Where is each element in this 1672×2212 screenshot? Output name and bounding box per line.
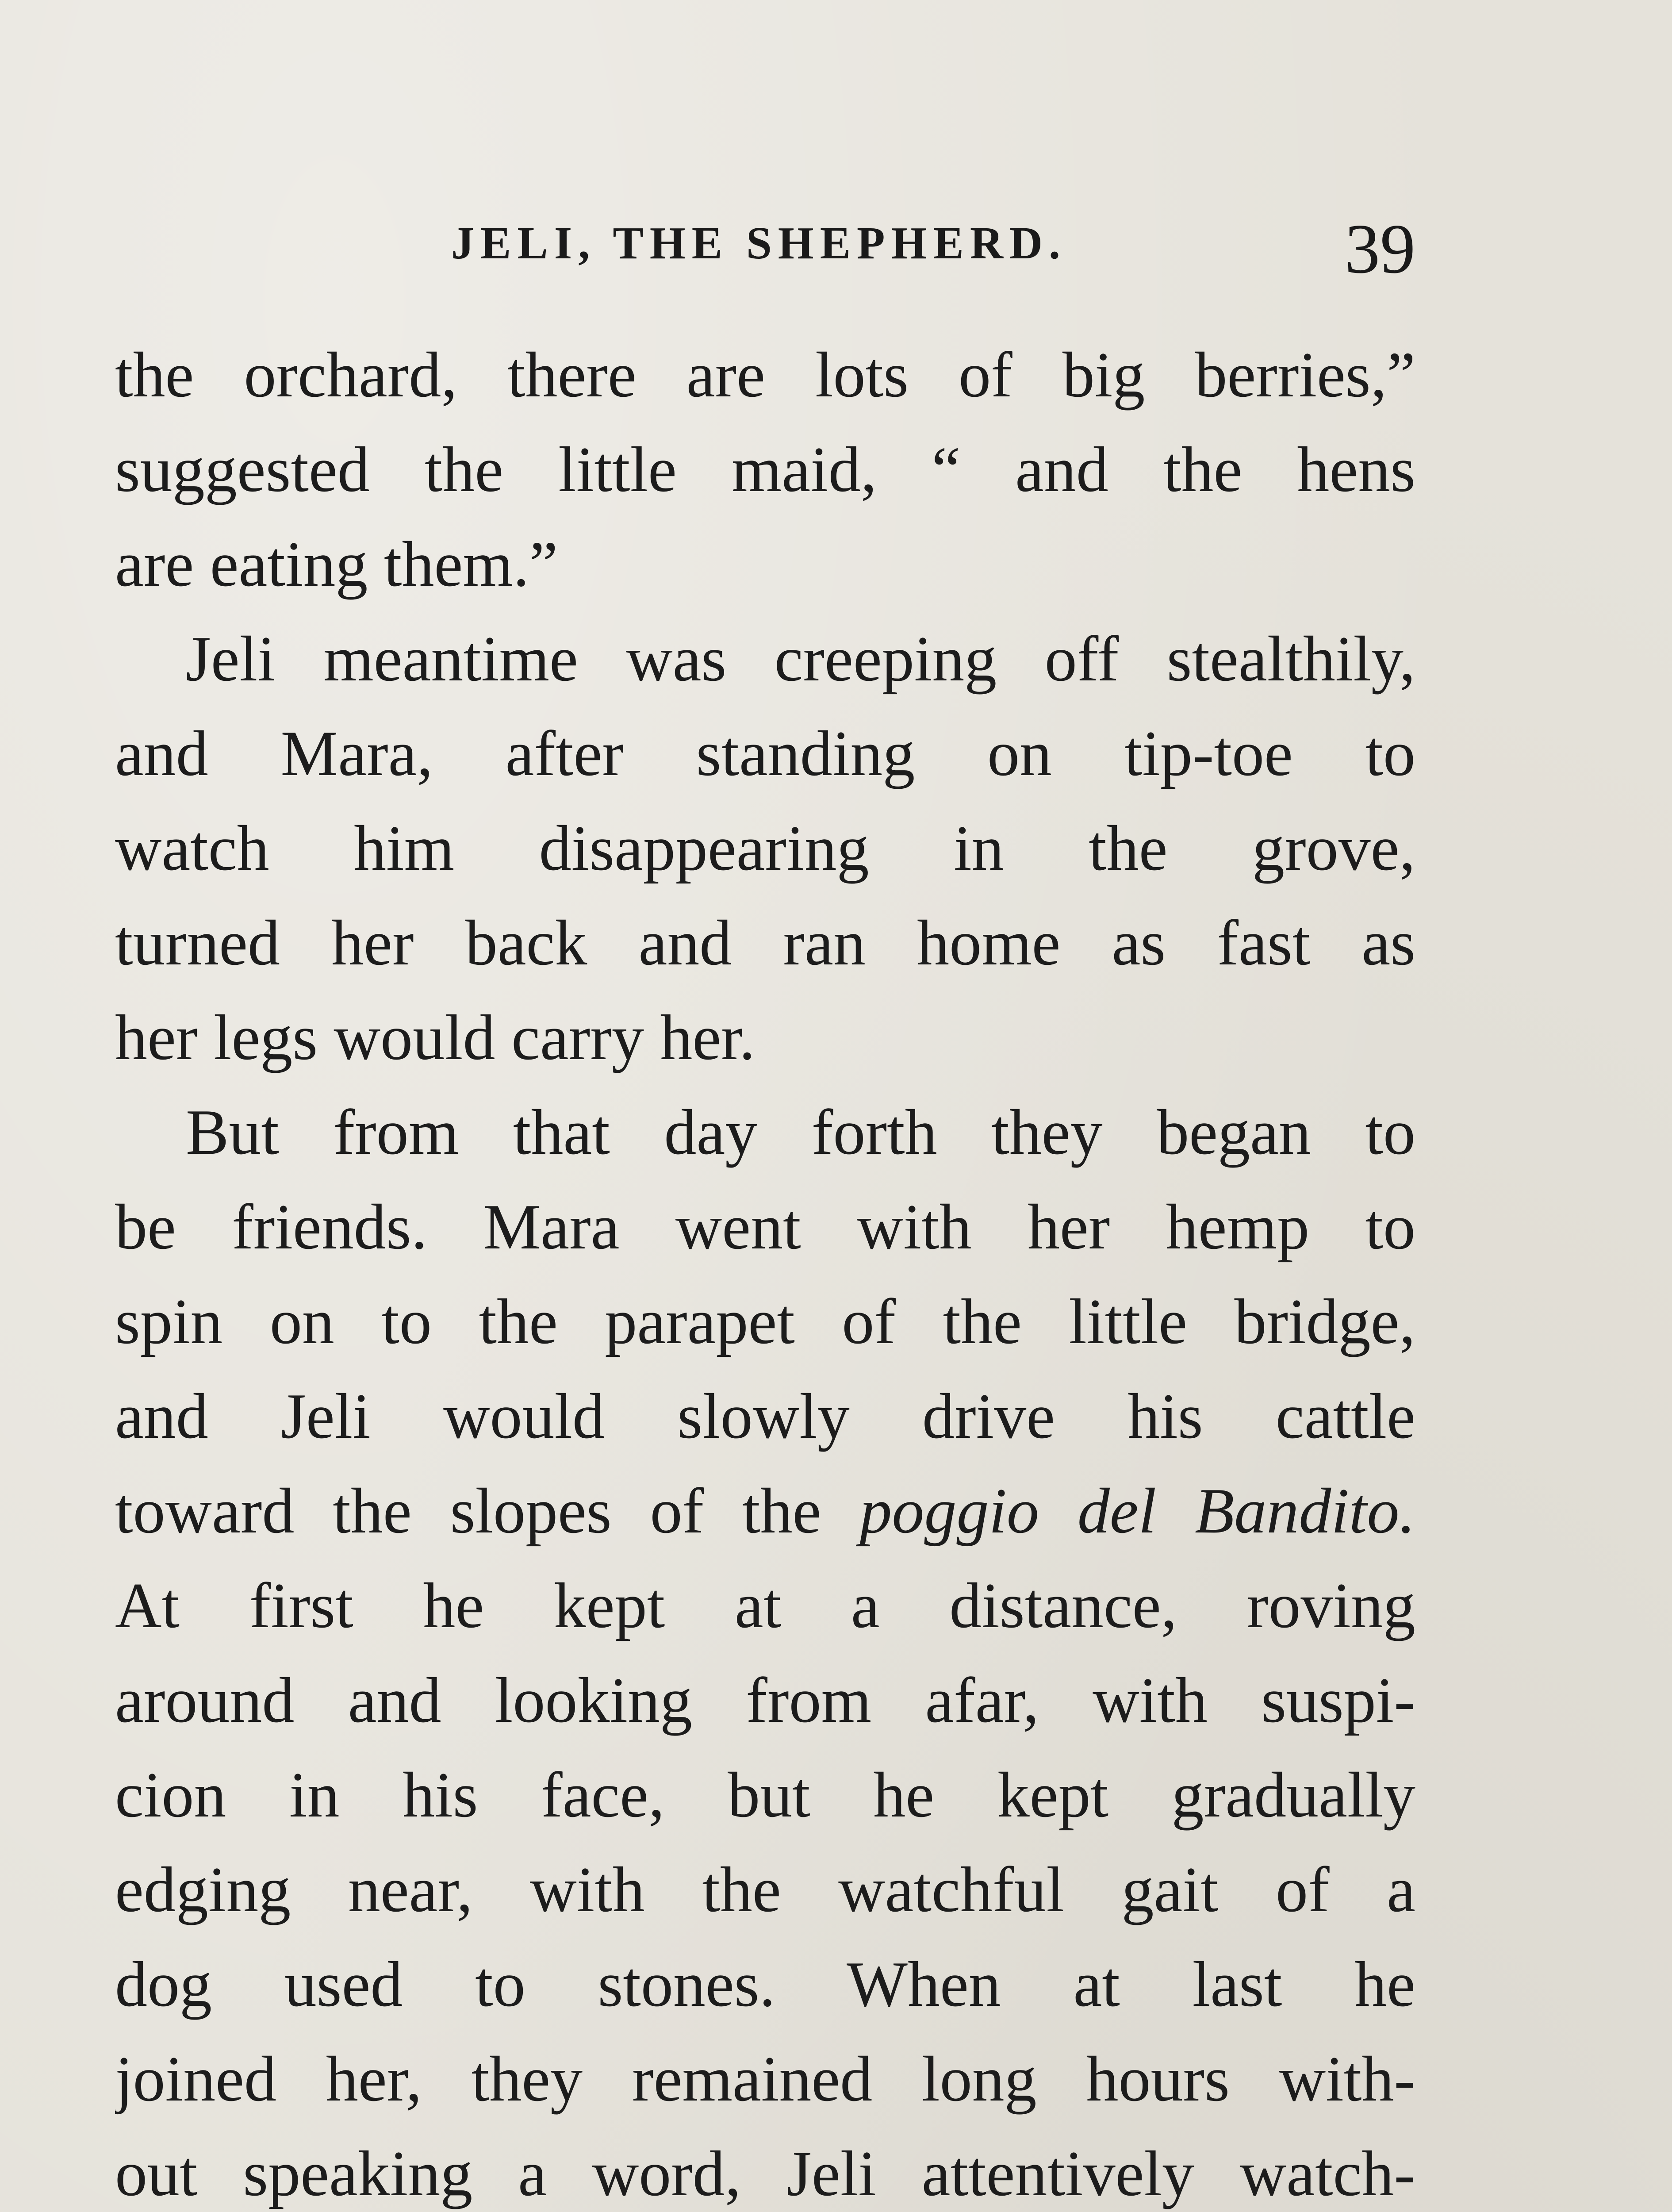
body-text — [115, 327, 1415, 2212]
text-line: and Jeli would slowly drive his cattle — [115, 1380, 1415, 1452]
text-line: be friends. Mara went with her hemp to — [115, 1191, 1415, 1263]
text-line: and Mara, after standing on tip-toe to — [115, 718, 1415, 789]
text-line: Jeli meantime was creeping off stealthily, — [186, 623, 1415, 695]
text-line: dog used to stones. When at last he — [115, 1948, 1415, 2020]
text-line: edging near, with the watchful gait of a — [115, 1854, 1415, 1925]
text-line: her legs would carry her. — [115, 1002, 755, 1073]
italic-phrase: poggio del Bandito. — [859, 1475, 1415, 1547]
text-line: But from that day forth they began to — [186, 1096, 1415, 1168]
text-segment: toward the slopes of the — [115, 1475, 821, 1547]
text-line: out speaking a word, Jeli attentively watch- — [115, 2138, 1415, 2209]
page-number: 39 — [1345, 209, 1415, 288]
text-line: suggested the little maid, “ and the hens — [115, 434, 1415, 505]
text-line: spin on to the parapet of the little bridge, — [115, 1286, 1415, 1357]
running-head: JELI, THE SHEPHERD. — [451, 218, 1067, 269]
text-line: joined her, they remained long hours with- — [115, 2043, 1415, 2115]
text-line: around and looking from afar, with suspi- — [115, 1664, 1415, 1736]
text-line: cion in his face, but he kept gradually — [115, 1759, 1415, 1831]
text-line: At first he kept at a distance, roving — [115, 1570, 1415, 1641]
text-line — [115, 1463, 1415, 1558]
text-line: watch him disappearing in the grove, — [115, 812, 1415, 884]
text-line: the orchard, there are lots of big berries,” — [115, 339, 1415, 411]
text-line: turned her back and ran home as fast as — [115, 907, 1415, 979]
text-line: are eating them.” — [115, 528, 558, 600]
page-header — [115, 208, 1415, 296]
